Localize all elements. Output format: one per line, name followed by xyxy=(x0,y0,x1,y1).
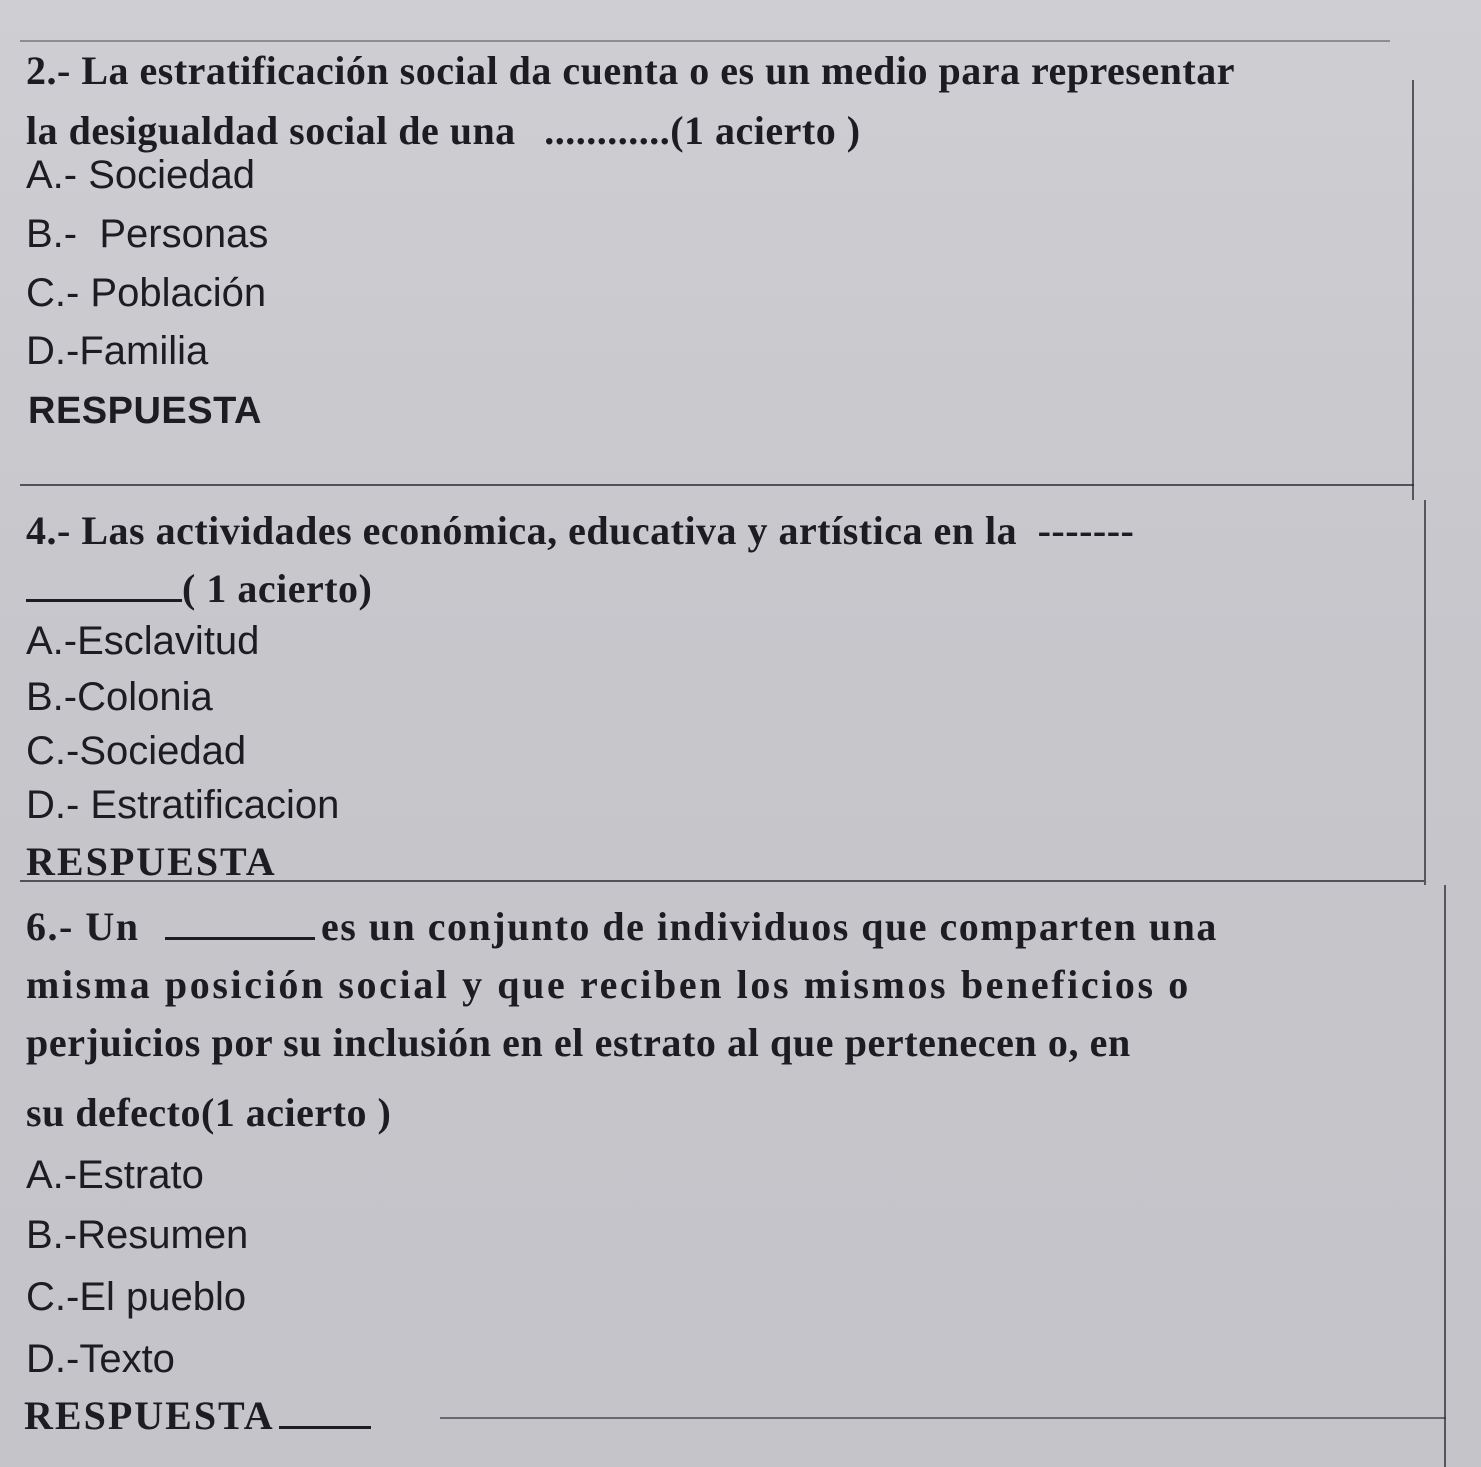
right-border-lower xyxy=(1424,500,1426,885)
question-6-stem-line2: misma posición social y que reciben los mismos beneficios o xyxy=(26,962,1191,1007)
question-6-answer-text: RESPUESTA xyxy=(24,1393,275,1438)
question-4-answer-label: RESPUESTA xyxy=(26,839,277,884)
question-6-blank[interactable] xyxy=(165,937,315,940)
question-4-points: ( 1 acierto) xyxy=(182,566,373,611)
question-2-option-b[interactable]: B.- Personas xyxy=(26,212,269,256)
question-4-option-b[interactable]: B.-Colonia xyxy=(26,675,213,719)
question-2-stem-text: la desigualdad social de una xyxy=(26,108,516,153)
question-2-points: (1 acierto ) xyxy=(670,108,861,153)
question-6-option-a[interactable]: A.-Estrato xyxy=(26,1153,204,1197)
divider-q2-q4 xyxy=(20,484,1414,486)
question-4-stem-line1 xyxy=(26,508,1134,554)
question-4-stem-text: 4.- Las actividades económica, educativa y artística en la xyxy=(26,508,1018,553)
question-6-answer-label xyxy=(24,1392,371,1439)
bottom-border xyxy=(440,1417,1446,1419)
question-6-option-d[interactable]: D.-Texto xyxy=(26,1337,175,1381)
question-2-option-a[interactable]: A.- Sociedad xyxy=(26,153,256,197)
question-2-answer-label: RESPUESTA xyxy=(28,390,262,432)
question-4-blank-line[interactable] xyxy=(26,599,182,602)
question-6-stem-rest: es un conjunto de individuos que comparten una xyxy=(320,904,1218,949)
right-border-bottom xyxy=(1444,885,1446,1467)
question-2-option-d[interactable]: D.-Familia xyxy=(26,329,209,373)
question-6-stem-line1 xyxy=(26,904,1218,950)
question-2-stem-line2 xyxy=(26,108,861,154)
question-4-option-a[interactable]: A.-Esclavitud xyxy=(26,619,260,663)
question-2-blank[interactable]: ............ xyxy=(544,108,671,153)
question-4-option-c[interactable]: C.-Sociedad xyxy=(26,729,247,773)
question-2-option-c[interactable]: C.- Población xyxy=(26,271,267,315)
question-6-prefix: 6.- Un xyxy=(26,904,140,949)
question-2-stem-line1: 2.- La estratificación social da cuenta o es un medio para representar xyxy=(26,48,1235,93)
question-4-stem-line2 xyxy=(26,566,372,612)
question-4-blank-dashes[interactable]: ------- xyxy=(1037,508,1135,553)
question-6-stem-line4: su defecto(1 acierto ) xyxy=(26,1090,392,1135)
right-border xyxy=(1412,80,1414,500)
question-6-answer-blank[interactable] xyxy=(279,1426,371,1429)
question-4-option-d[interactable]: D.- Estratificacion xyxy=(26,783,340,827)
top-border xyxy=(20,40,1390,42)
question-6-option-c[interactable]: C.-El pueblo xyxy=(26,1275,247,1319)
question-6-option-b[interactable]: B.-Resumen xyxy=(26,1213,249,1257)
question-6-stem-line3: perjuicios por su inclusión en el estrato al que pertenecen o, en xyxy=(26,1020,1131,1065)
